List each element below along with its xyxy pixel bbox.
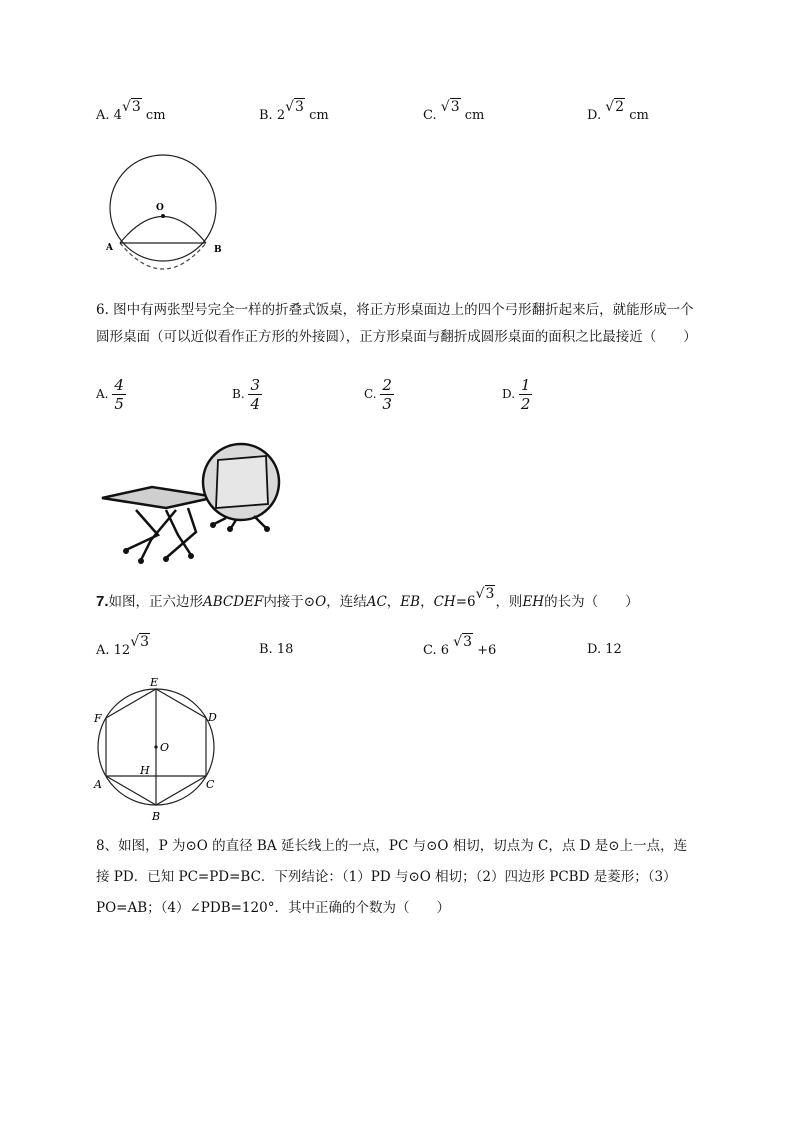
q7-option-a: A. 12√3 <box>96 634 150 658</box>
q6-inscribed-square <box>216 456 268 508</box>
q7-label-a: A <box>94 778 102 791</box>
q6-square-tabletop <box>102 487 216 508</box>
q6-round-foot-1 <box>210 522 216 528</box>
q6-round-foot-3 <box>264 526 270 532</box>
q6-leg-foot-4 <box>163 556 169 562</box>
q7-hexagon-figure <box>90 675 230 823</box>
q8-line-1: 8、如图，P 为⊙O 的直径 BA 延长线上的一点，PC 与⊙O 相切，切点为 C，点 D 是⊙上一点，连 <box>96 838 688 854</box>
q6-option-b: B. $\frac{3}{4}$ <box>232 376 261 413</box>
q7-center-dot <box>154 745 157 748</box>
q7-option-c: C. 6 √3 +6 <box>423 634 497 658</box>
q7-option-d: D. 12 <box>587 642 622 657</box>
q5-dashed-arc <box>120 243 206 269</box>
q7-label-b: B <box>152 810 161 823</box>
q6-folding-tables-figure <box>96 440 296 570</box>
q7-label-o: O <box>160 741 170 754</box>
q5-label-o: O <box>156 203 164 213</box>
q6-leg-foot-1 <box>123 548 129 554</box>
q7-text: 7.如图，正六边形ABCDEF内接于⊙O，连结AC，EB，CH=6√3，则EH的长为（ ） <box>96 586 639 610</box>
q6-square-table-legs <box>126 508 196 560</box>
q5-folded-circle-figure <box>100 150 230 275</box>
q6-option-a: A. $\frac{4}{5}$ <box>96 376 124 413</box>
q5-center-dot <box>161 214 165 218</box>
q8-line-3: PO=AB；（4）∠PDB=120°．其中正确的个数为（ ） <box>96 900 450 916</box>
q7-label-c: C <box>206 778 215 791</box>
q7-option-b: B. 18 <box>259 642 294 657</box>
q5-option-a: A. 4√3 cm <box>96 99 166 123</box>
q7-number: 7. <box>96 593 109 610</box>
q6-leg-foot-2 <box>188 553 194 559</box>
q8-line-2: 接 PD．已知 PC=PD=BC．下列结论：（1）PD 与⊙O 相切；（2）四边形 PCBD 是菱形；（3） <box>96 869 677 885</box>
q5-folded-arc <box>120 217 206 244</box>
q7-label-e: E <box>150 676 159 689</box>
q6-round-foot-2 <box>227 526 233 532</box>
q7-label-h: H <box>140 764 150 777</box>
q5-option-c: C. √3 cm <box>423 99 485 123</box>
q7-label-d: D <box>208 711 217 724</box>
q6-text: 6. 图中有两张型号完全一样的折叠式饭桌，将正方形桌面边上的四个弓形翻折起来后，就能形成一个圆形桌面（可以近似看作正方形的外接圆），正方形桌面与翻折成圆形桌面的面积之比最接近（ ） <box>96 302 697 345</box>
q5-option-b: B. 2√3 cm <box>259 99 329 123</box>
q7-label-f: F <box>94 712 102 725</box>
q6-option-c: C. $\frac{2}{3}$ <box>364 376 392 413</box>
q5-option-d: D. √2 cm <box>587 99 649 123</box>
q6-leg-foot-3 <box>138 558 144 564</box>
q5-label-b: B <box>214 245 222 255</box>
q6-option-d: D. $\frac{1}{2}$ <box>502 376 531 413</box>
q5-label-a: A <box>106 243 113 253</box>
